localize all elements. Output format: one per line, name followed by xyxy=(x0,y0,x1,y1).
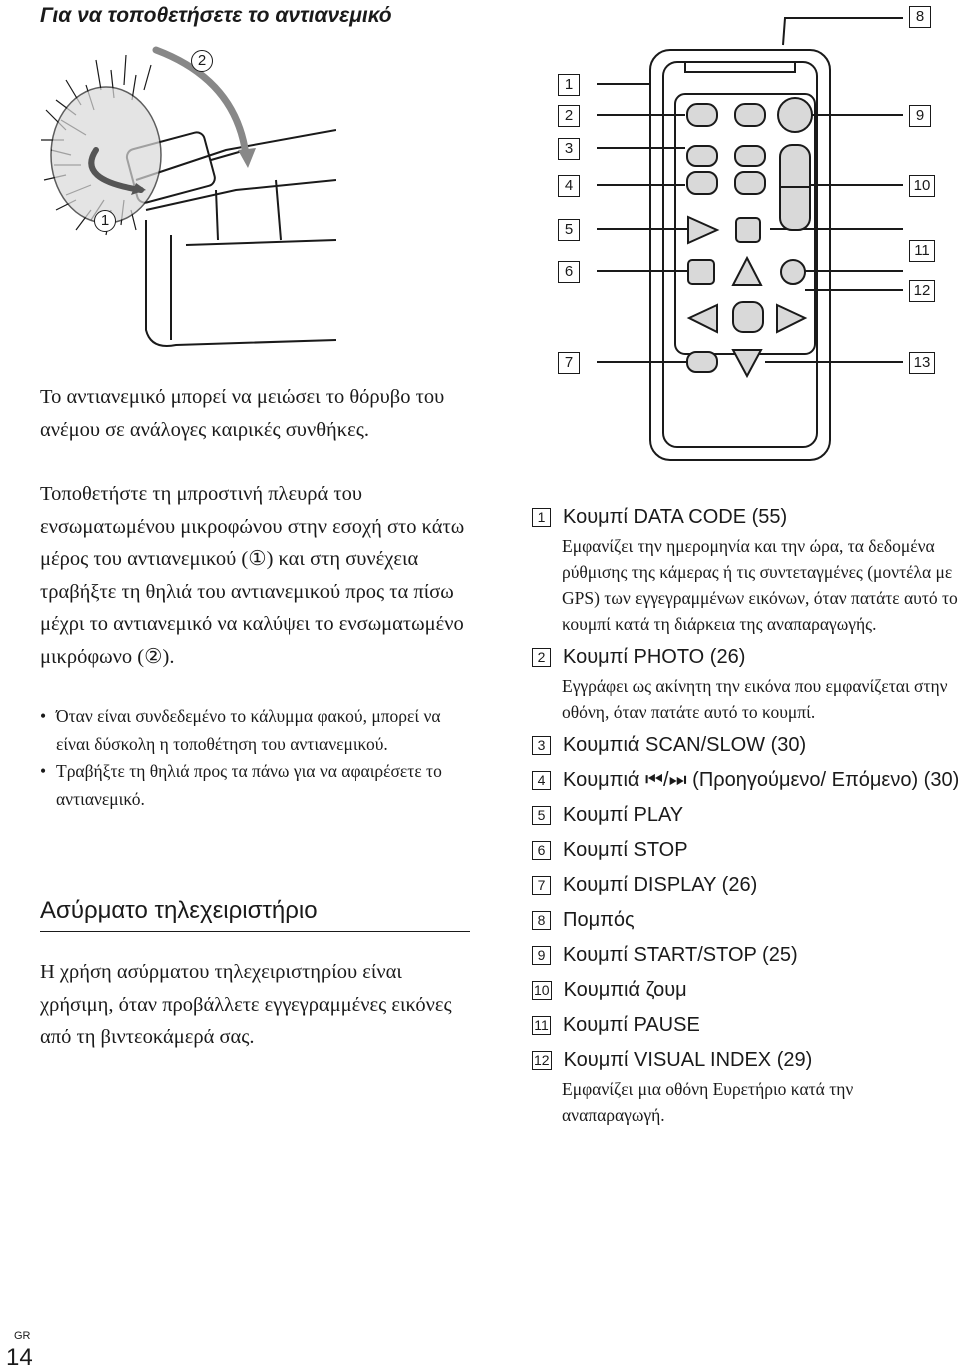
legend-item xyxy=(532,906,960,935)
remote-drawing xyxy=(555,0,960,470)
remote-callout: 13 xyxy=(909,352,935,374)
legend-label: Κουμπί STOP xyxy=(563,839,688,861)
remote-callout: 6 xyxy=(558,261,580,283)
legend-number: 12 xyxy=(534,1052,550,1068)
legend-number: 7 xyxy=(532,876,551,895)
legend-item xyxy=(532,801,960,830)
legend-label: Πομπός xyxy=(563,909,635,931)
callout-2: 2 xyxy=(191,50,213,72)
legend-item xyxy=(532,643,960,725)
remote-illustration xyxy=(555,0,960,470)
legend-number: 6 xyxy=(532,841,551,860)
note-item: • Τραβήξτε τη θηλιά προς τα πάνω για να αφαιρέσετε το αντιανεμικό. xyxy=(40,758,472,813)
legend-item xyxy=(532,976,960,1005)
legend-item xyxy=(532,503,960,637)
legend-item xyxy=(532,766,960,795)
legend-label: Κουμπιά ζουμ xyxy=(563,979,687,1001)
legend-number: 8 xyxy=(532,911,551,930)
remote-callout: 2 xyxy=(558,105,580,127)
remote-callout: 5 xyxy=(558,219,580,241)
legend-label: Κουμπί START/STOP (25) xyxy=(563,944,798,966)
camcorder-drawing xyxy=(36,40,336,352)
legend-label: Κουμπιά SCAN/SLOW (30) xyxy=(563,734,807,756)
legend-label: Κουμπί DISPLAY (26) xyxy=(563,874,758,896)
note-item: • Όταν είναι συνδεδεμένο το κάλυμμα φακού, μπορεί να είναι δύσκολη η τοποθέτηση του αντιανεμικού. xyxy=(40,703,472,758)
legend-item xyxy=(532,1011,960,1040)
legend-label: Κουμπί PHOTO (26) xyxy=(563,646,746,668)
remote-callout: 8 xyxy=(909,6,931,28)
legend-item xyxy=(532,731,960,760)
steps-paragraph: Τοποθετήστε τη μπροστινή πλευρά του ενσωματωμένου μικροφώνου στην εσοχή στο κάτω μέρος του αντιανεμικού (①) και στη συνέχεια τραβήξτε τη θηλιά του αντιανεμικού προς τα πίσω μέχρι το αντιανεμικό να καλύψει το ενσωματωμένο μικρόφωνο (②). xyxy=(40,483,465,668)
legend-number: 5 xyxy=(532,806,551,825)
remote-callout: 10 xyxy=(909,175,935,197)
legend-item xyxy=(532,1046,960,1128)
windscreen-illustration xyxy=(36,40,336,352)
page-number: 14 xyxy=(6,1344,33,1371)
remote-callout: 1 xyxy=(558,74,580,96)
legend-description: Εμφανίζει την ημερομηνία και την ώρα, τα δεδομένα ρύθμισης της κάμερας ή τις συντεταγμένες (μοντέλα με GPS) των εγγεγραμμένων εικόνων, όταν πατάτε αυτό το κουμπί κατά τη διάρκεια της αναπαραγωγής. xyxy=(562,536,958,634)
legend-number: 11 xyxy=(532,1016,551,1035)
legend-item xyxy=(532,941,960,970)
legend-label: Κουμπί DATA CODE (55) xyxy=(563,506,788,528)
remote-callout: 9 xyxy=(909,105,931,127)
legend-number: 1 xyxy=(532,508,551,527)
legend-label: Κουμπί PAUSE xyxy=(563,1014,700,1036)
remote-callout: 12 xyxy=(909,280,935,302)
remote-callout: 7 xyxy=(558,352,580,374)
remote-callout: 11 xyxy=(909,240,935,262)
remote-callout: 4 xyxy=(558,175,580,197)
notes-list xyxy=(40,703,472,813)
page-language: GR xyxy=(14,1330,31,1342)
intro-paragraph: Το αντιανεμικό μπορεί να μειώσει το θόρυβο του ανέμου σε ανάλογες καιρικές συνθήκες. xyxy=(40,386,445,441)
legend-label: Κουμπί PLAY xyxy=(563,804,684,826)
callout-1: 1 xyxy=(94,210,116,232)
remote-paragraph: Η χρήση ασύρματου τηλεχειριστηρίου είναι χρήσιμη, όταν προβάλλετε εγγεγραμμένες εικόνες από τη βιντεοκάμερά σας. xyxy=(40,961,452,1048)
legend-number: 9 xyxy=(532,946,551,965)
legend-number: 2 xyxy=(532,648,551,667)
section-title: Για να τοποθετήσετε το αντιανεμικό xyxy=(40,4,392,27)
legend-number: 4 xyxy=(532,771,551,790)
legend-number: 3 xyxy=(532,736,551,755)
remote-legend xyxy=(532,503,960,1134)
remote-heading: Ασύρματο τηλεχειριστήριο xyxy=(40,897,470,932)
legend-number: 10 xyxy=(534,982,550,998)
legend-label: Κουμπιά ⏮/⏭ (Προηγούμενο/ Επόμενο) (30) xyxy=(563,769,960,791)
legend-label: Κουμπί VISUAL INDEX (29) xyxy=(563,1049,813,1071)
legend-item xyxy=(532,836,960,865)
legend-item xyxy=(532,871,960,900)
remote-callout: 3 xyxy=(558,138,580,160)
legend-description: Εμφανίζει μια οθόνη Ευρετήριο κατά την αναπαραγωγή. xyxy=(562,1079,854,1125)
legend-description: Εγγράφει ως ακίνητη την εικόνα που εμφανίζεται στην οθόνη, όταν πατάτε αυτό το κουμπί. xyxy=(562,676,948,722)
